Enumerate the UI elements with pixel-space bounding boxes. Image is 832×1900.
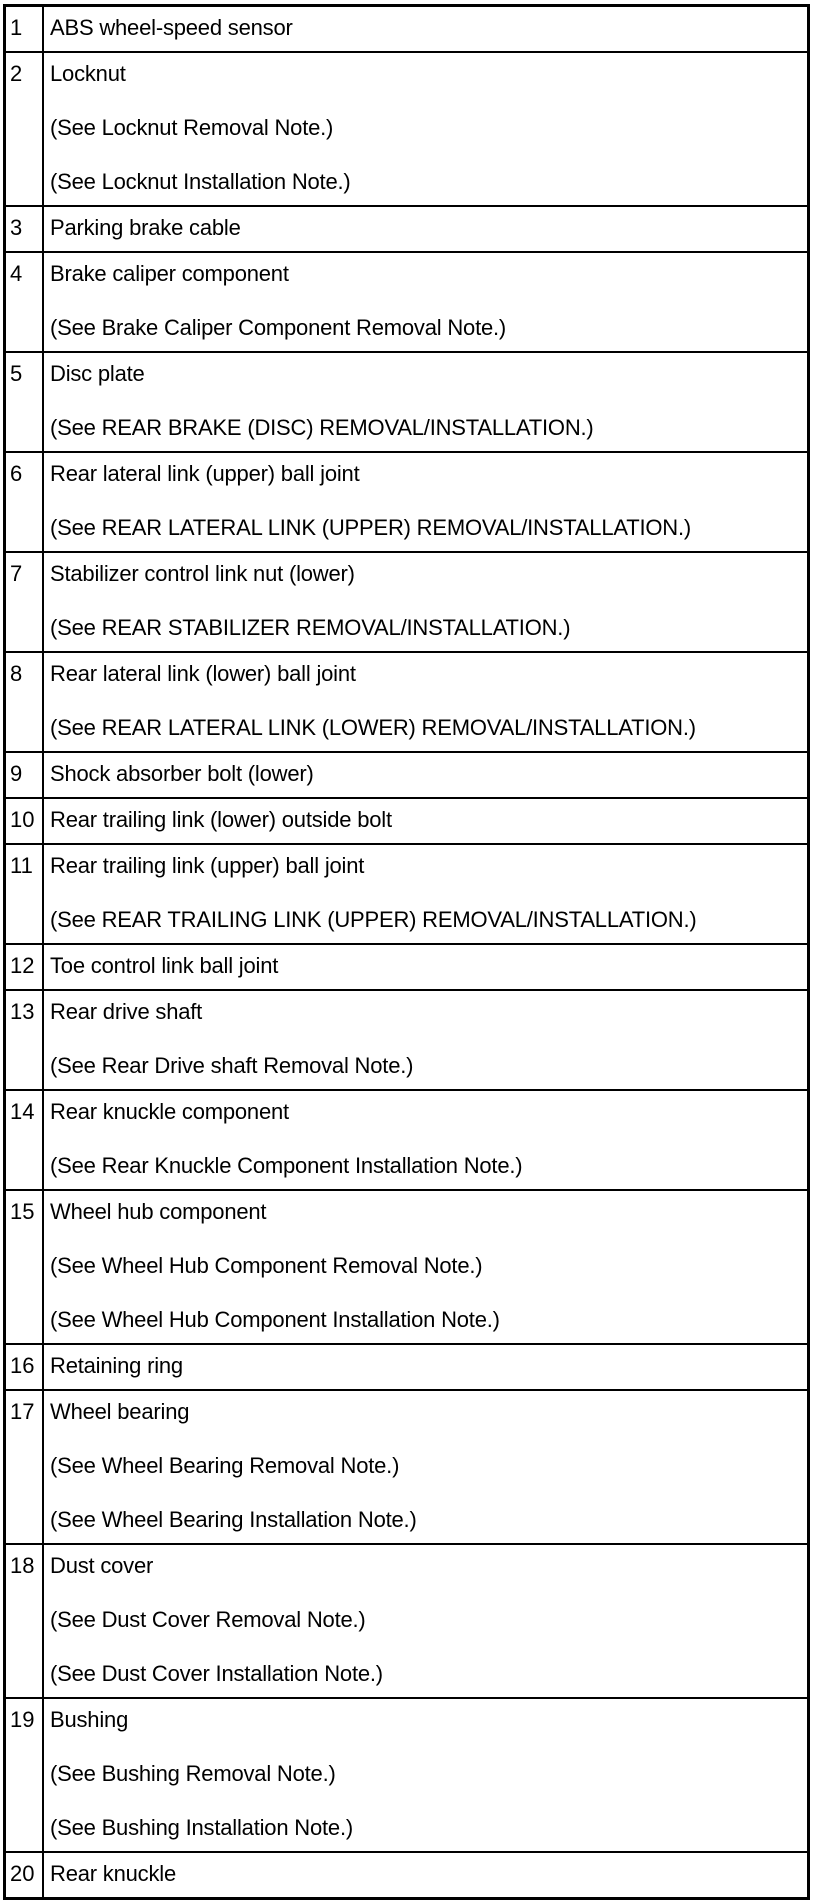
item-number: 16 — [6, 1345, 44, 1389]
table-row — [6, 1543, 807, 1697]
reference-note: (See Brake Caliper Component Removal Note.) — [50, 315, 507, 340]
item-number: 5 — [6, 353, 44, 451]
table-row — [6, 1089, 807, 1189]
reference-note: (See REAR LATERAL LINK (UPPER) REMOVAL/INSTALLATION.) — [50, 515, 691, 540]
item-description — [44, 553, 807, 651]
part-name: Rear lateral link (upper) ball joint — [50, 461, 360, 486]
item-number: 2 — [6, 53, 44, 205]
table-row — [6, 1189, 807, 1343]
item-description — [44, 1091, 807, 1189]
table-row — [6, 51, 807, 205]
part-name: Rear trailing link (upper) ball joint — [50, 853, 365, 878]
reference-note: (See Rear Knuckle Component Installation Note.) — [50, 1153, 523, 1178]
part-name: Rear lateral link (lower) ball joint — [50, 661, 356, 686]
item-description — [44, 1699, 807, 1851]
part-name: Bushing — [50, 1707, 129, 1732]
reference-note: (See Wheel Bearing Installation Note.) — [50, 1507, 417, 1532]
part-name: Retaining ring — [50, 1353, 183, 1378]
reference-note: (See Wheel Bearing Removal Note.) — [50, 1453, 400, 1478]
part-name: ABS wheel-speed sensor — [50, 15, 293, 40]
table-row — [6, 751, 807, 797]
item-number: 15 — [6, 1191, 44, 1343]
item-description — [44, 207, 807, 251]
item-description — [44, 799, 807, 843]
table-row — [6, 843, 807, 943]
item-description — [44, 1545, 807, 1697]
reference-note: (See REAR LATERAL LINK (LOWER) REMOVAL/INSTALLATION.) — [50, 715, 696, 740]
item-number: 9 — [6, 753, 44, 797]
reference-note: (See Locknut Removal Note.) — [50, 115, 334, 140]
table-row — [6, 351, 807, 451]
parts-table — [3, 4, 810, 1900]
part-name: Wheel hub component — [50, 1199, 267, 1224]
item-description — [44, 1345, 807, 1389]
item-description — [44, 945, 807, 989]
table-row — [6, 205, 807, 251]
reference-note: (See Locknut Installation Note.) — [50, 169, 351, 194]
item-number: 8 — [6, 653, 44, 751]
item-number: 18 — [6, 1545, 44, 1697]
reference-note: (See Wheel Hub Component Installation Note.) — [50, 1307, 500, 1332]
item-description — [44, 53, 807, 205]
reference-note: (See REAR BRAKE (DISC) REMOVAL/INSTALLATION.) — [50, 415, 594, 440]
table-row — [6, 7, 807, 51]
item-description — [44, 991, 807, 1089]
item-number: 7 — [6, 553, 44, 651]
table-row — [6, 1389, 807, 1543]
item-number: 20 — [6, 1853, 44, 1897]
part-name: Brake caliper component — [50, 261, 289, 286]
item-number: 13 — [6, 991, 44, 1089]
item-number: 11 — [6, 845, 44, 943]
reference-note: (See Rear Drive shaft Removal Note.) — [50, 1053, 414, 1078]
item-number: 4 — [6, 253, 44, 351]
item-description — [44, 1853, 807, 1897]
item-description — [44, 453, 807, 551]
part-name: Disc plate — [50, 361, 145, 386]
table-row — [6, 1851, 807, 1897]
table-row — [6, 797, 807, 843]
part-name: Rear knuckle — [50, 1861, 176, 1886]
part-name: Dust cover — [50, 1553, 154, 1578]
item-description — [44, 653, 807, 751]
item-number: 6 — [6, 453, 44, 551]
part-name: Parking brake cable — [50, 215, 241, 240]
item-description — [44, 253, 807, 351]
item-number: 12 — [6, 945, 44, 989]
table-row — [6, 1697, 807, 1851]
item-description — [44, 353, 807, 451]
reference-note: (See Bushing Removal Note.) — [50, 1761, 336, 1786]
item-number: 3 — [6, 207, 44, 251]
item-description — [44, 1191, 807, 1343]
part-name: Wheel bearing — [50, 1399, 190, 1424]
table-row — [6, 943, 807, 989]
table-row — [6, 551, 807, 651]
item-description — [44, 7, 807, 51]
part-name: Locknut — [50, 61, 126, 86]
table-row — [6, 651, 807, 751]
table-row — [6, 989, 807, 1089]
part-name: Toe control link ball joint — [50, 953, 279, 978]
table-row — [6, 451, 807, 551]
reference-note: (See Wheel Hub Component Removal Note.) — [50, 1253, 483, 1278]
part-name: Stabilizer control link nut (lower) — [50, 561, 355, 586]
part-name: Shock absorber bolt (lower) — [50, 761, 314, 786]
item-number: 19 — [6, 1699, 44, 1851]
reference-note: (See Dust Cover Installation Note.) — [50, 1661, 383, 1686]
part-name: Rear drive shaft — [50, 999, 203, 1024]
item-number: 10 — [6, 799, 44, 843]
reference-note: (See Dust Cover Removal Note.) — [50, 1607, 366, 1632]
reference-note: (See REAR TRAILING LINK (UPPER) REMOVAL/INSTALLATION.) — [50, 907, 697, 932]
item-description — [44, 1391, 807, 1543]
item-number: 14 — [6, 1091, 44, 1189]
part-name: Rear trailing link (lower) outside bolt — [50, 807, 392, 832]
reference-note: (See Bushing Installation Note.) — [50, 1815, 353, 1840]
table-row — [6, 251, 807, 351]
item-number: 1 — [6, 7, 44, 51]
reference-note: (See REAR STABILIZER REMOVAL/INSTALLATION.) — [50, 615, 571, 640]
table-row — [6, 1343, 807, 1389]
item-number: 17 — [6, 1391, 44, 1543]
part-name: Rear knuckle component — [50, 1099, 289, 1124]
item-description — [44, 753, 807, 797]
item-description — [44, 845, 807, 943]
